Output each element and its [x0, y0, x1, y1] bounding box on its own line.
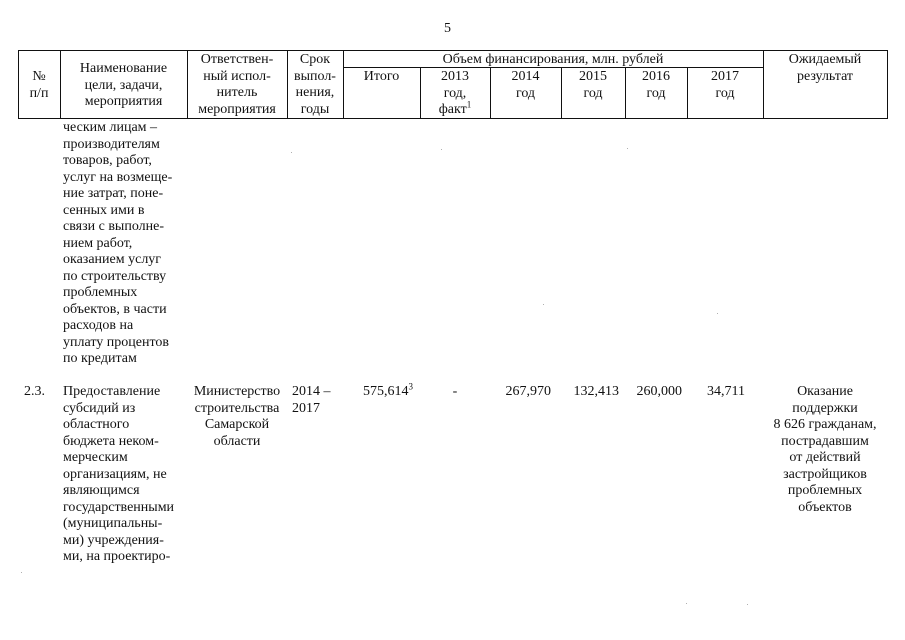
- row-2-3-num: 2.3.: [24, 384, 45, 399]
- row-2-3-term: 2014 – 2017: [292, 384, 331, 416]
- row-2-3-2014: 267,970: [505, 384, 551, 399]
- scan-speck: [291, 152, 292, 153]
- row-2-3-2015: 132,413: [573, 384, 619, 399]
- scan-speck: [686, 603, 687, 604]
- header-num: № п/п: [29, 69, 49, 101]
- scan-speck: [717, 313, 718, 314]
- row-2-3-result: Оказание поддержки 8 626 гражданам, пострадавшим от действий застройщиков проблемных объектов: [773, 384, 877, 515]
- header-name: Наименование цели, задачи, мероприятия: [79, 61, 168, 109]
- header-responsible: Ответствен- ный испол- нитель мероприятия: [198, 52, 276, 117]
- header-2017: 2017 год: [711, 69, 739, 101]
- table-right-border: [887, 50, 888, 119]
- page-number: 5: [444, 21, 451, 36]
- header-2015: 2015 год: [579, 69, 607, 101]
- header-financing: Объем финансирования, млн. рублей: [442, 52, 664, 67]
- row-2-3-total: [343, 381, 413, 401]
- table-top-border: [18, 50, 888, 51]
- row-2-3-2013: -: [452, 384, 458, 399]
- header-2013-footnote: 1: [466, 99, 472, 110]
- row-2-3-name: Предоставление субсидий из областного бюджета неком- мерческим организациям, не являющимся государственными (муниципальны- ми) учреждения- ми, на проектиро-: [63, 384, 175, 564]
- row-2-3-responsible: Министерство строительства Самарской области: [193, 384, 281, 449]
- header-term: Срок выпол- нения, годы: [294, 52, 336, 117]
- row-2-3-2017: 34,711: [707, 384, 745, 399]
- header-2014: 2014 год: [511, 69, 540, 101]
- header-total: Итого: [363, 69, 400, 84]
- scan-speck: [543, 304, 544, 305]
- row-2-3-total-value: 575,614: [363, 384, 409, 399]
- scan-speck: [747, 604, 748, 605]
- row-2-3-2016: 260,000: [636, 384, 682, 399]
- header-2016: 2016 год: [642, 69, 670, 101]
- header-2013-fact: факт: [438, 102, 467, 117]
- scan-speck: [21, 572, 22, 573]
- scan-speck: [627, 148, 628, 149]
- header-2013-label: 2013 год,: [441, 69, 469, 101]
- header-2013: [420, 69, 490, 119]
- scan-speck: [441, 149, 442, 150]
- header-result: Ожидаемый результат: [788, 52, 862, 84]
- row-2-3-total-footnote: 3: [408, 381, 413, 392]
- continued-row-name: ческим лицам – производителям товаров, работ, услуг на возмеще- ние затрат, поне- сенных ими в связи с выполне- нием работ, оказанием услуг по строительству проблемных объектов, в части расходов на уплату процентов по кредитам: [63, 120, 173, 366]
